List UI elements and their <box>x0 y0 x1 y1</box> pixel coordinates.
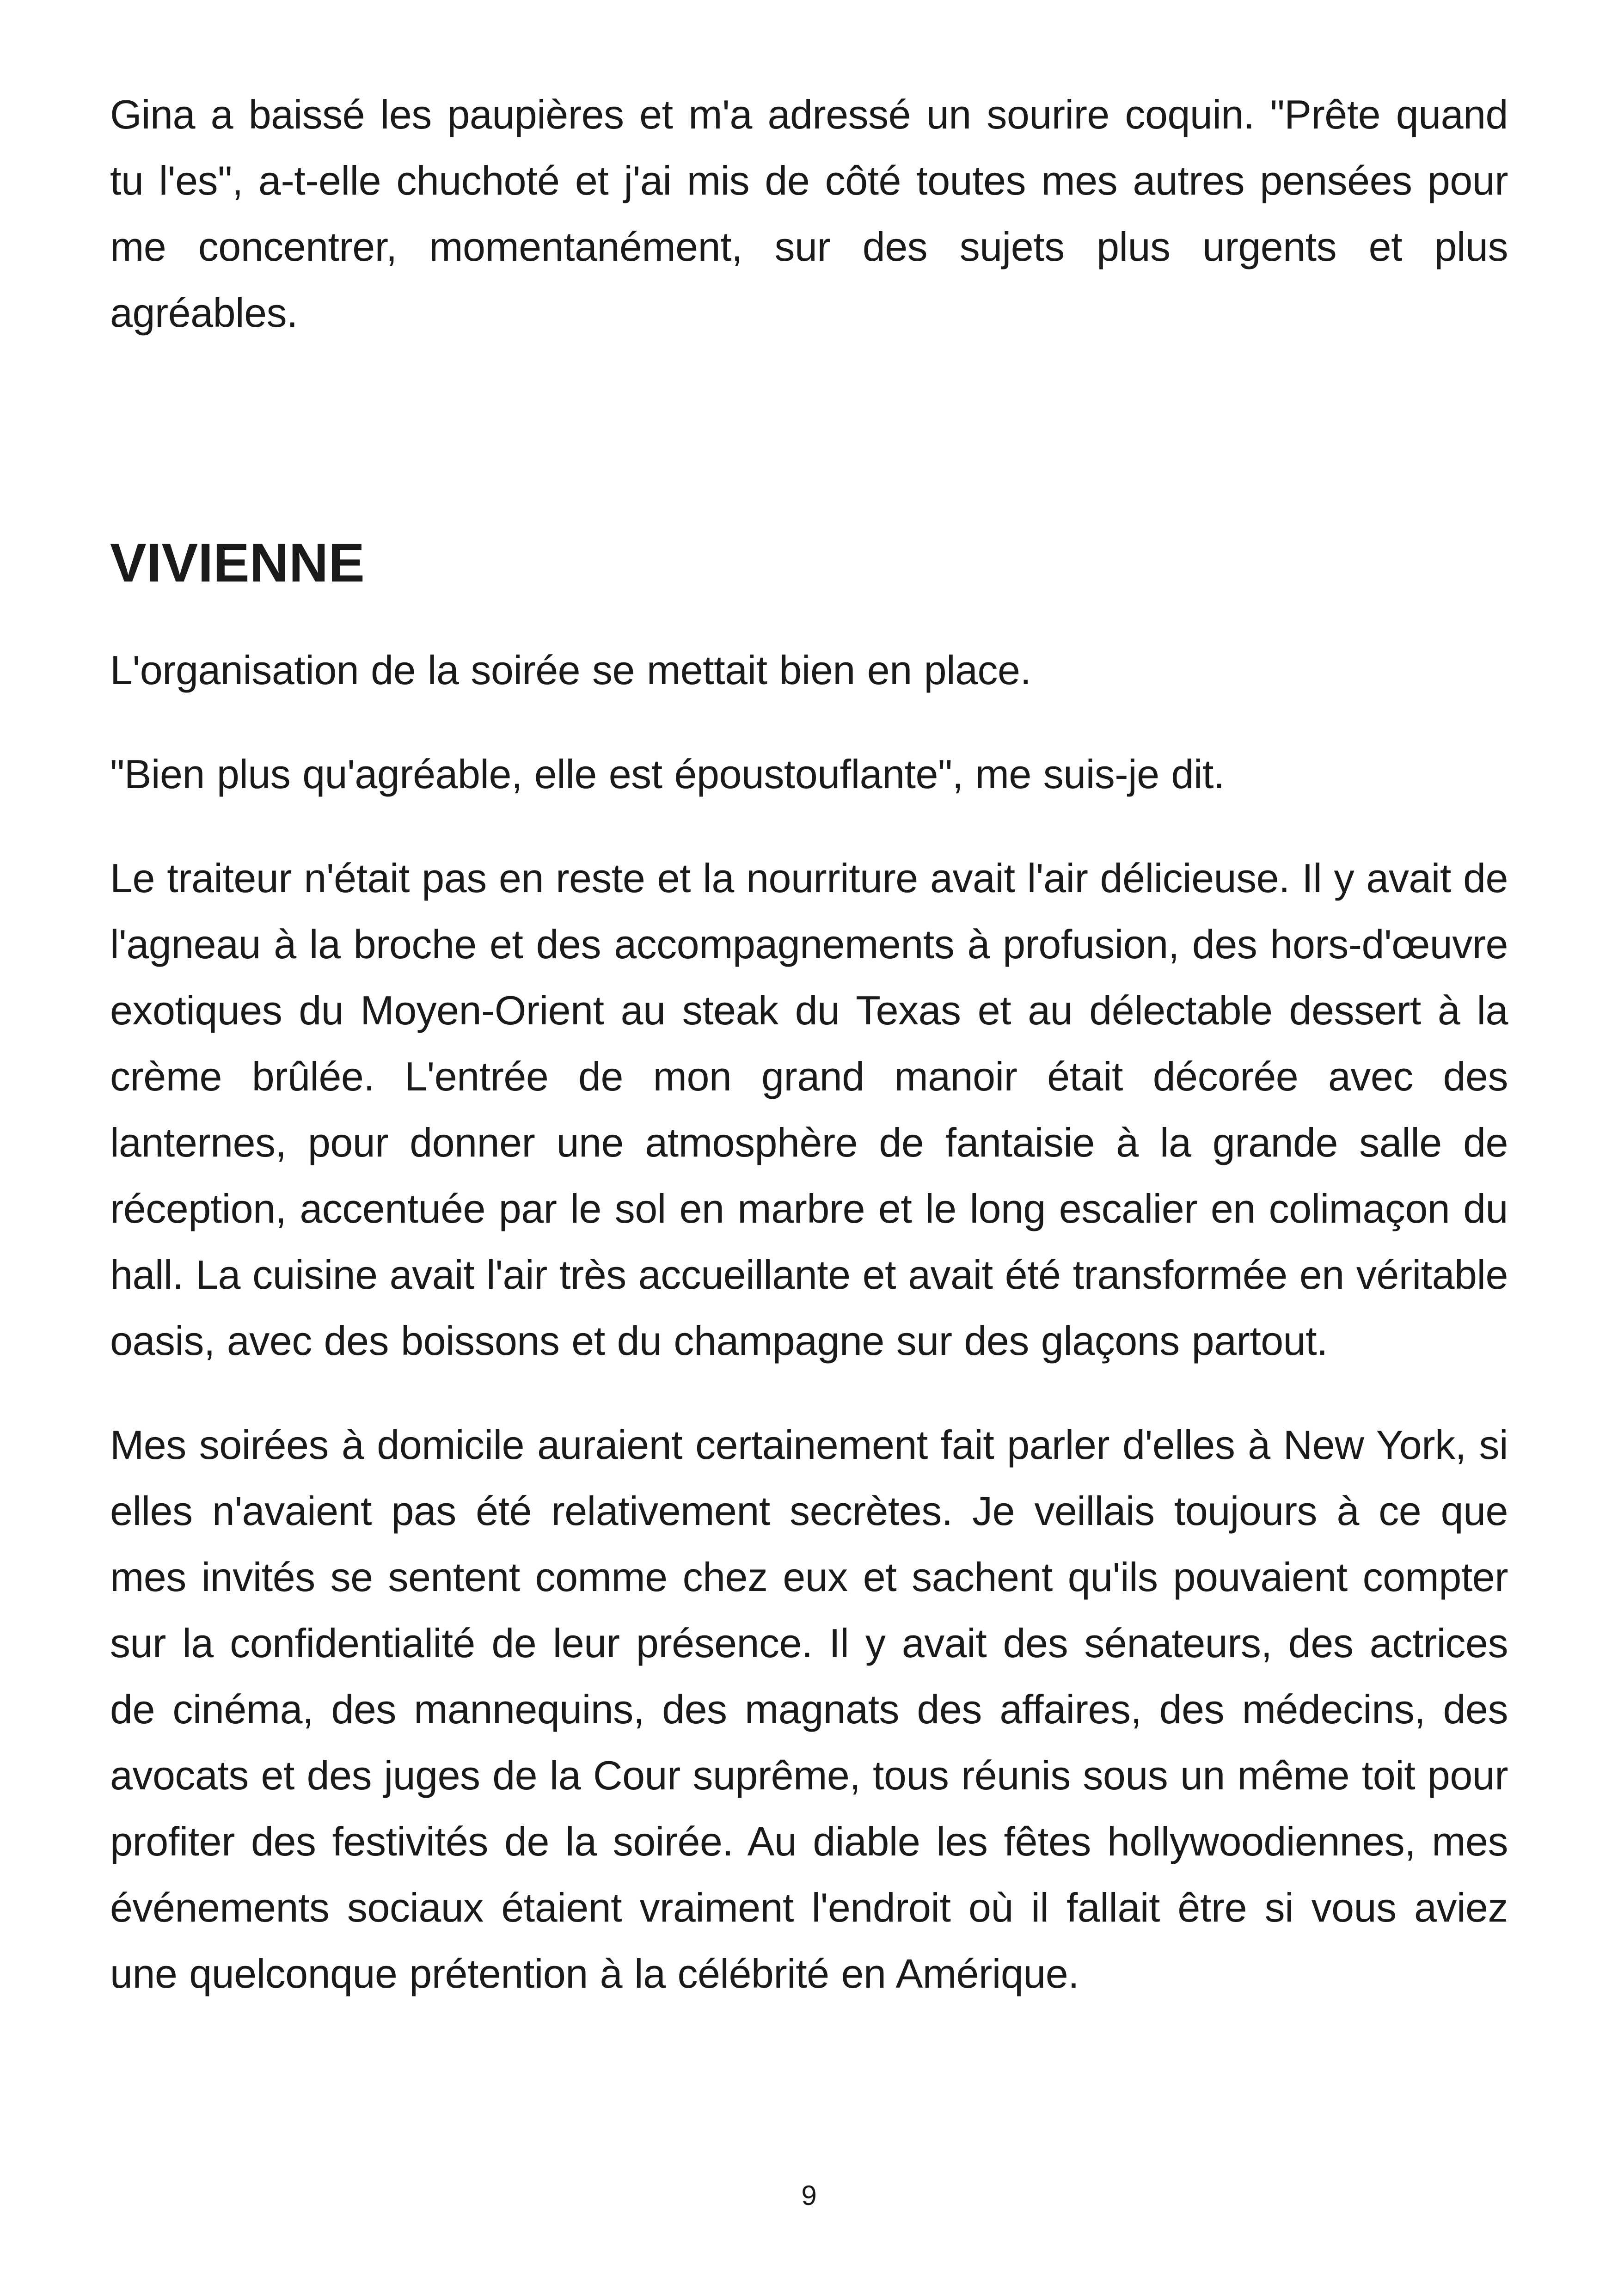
section-spacer <box>110 346 1508 528</box>
paragraph-2: "Bien plus qu'agréable, elle est époustouflante", me suis-je dit. <box>110 751 1225 797</box>
page-content <box>110 81 1508 2007</box>
paragraph-spacer <box>110 703 1508 741</box>
paragraph-3: Le traiteur n'était pas en reste et la nourriture avait l'air délicieuse. Il y avait de l'agneau à la broche et des accompagnements à profusion, des hors-d'œuvre exotiques du Moyen-Orient au steak du Texas et au délectable dessert à la crème brûlée. L'entrée de mon grand manoir était décorée avec des lanternes, pour donner une atmosphère de fantaisie à la grande salle de réception, accentuée par le sol en marbre et le long escalier en colimaçon du hall. La cuisine avait l'air très accueillante et avait été transformée en véritable oasis, avec des boissons et du champagne sur des glaçons partout. <box>110 855 1508 1364</box>
intro-paragraph: Gina a baissé les paupières et m'a adressé un sourire coquin. "Prête quand tu l'es", a-t-elle chuchoté et j'ai mis de côté toutes mes autres pensées pour me concentrer, momentanément, sur des sujets plus urgents et plus agréables. <box>110 92 1508 336</box>
paragraph-spacer <box>110 1374 1508 1412</box>
chapter-title: VIVIENNE <box>110 533 365 594</box>
paragraph-4: Mes soirées à domicile auraient certainement fait parler d'elles à New York, si elles n'avaient pas été relativement secrètes. Je veillais toujours à ce que mes invités se sentent comme chez eux et sachent qu'ils pouvaient compter sur la confidentialité de leur présence. Il y avait des sénateurs, des actrices de cinéma, des mannequins, des magnats des affaires, des médecins, des avocats et des juges de la Cour suprême, tous réunis sous un même toit pour profiter des festivités de la soirée. Au diable les fêtes hollywoodiennes, mes événements sociaux étaient vraiment l'endroit où il fallait être si vous aviez une quelconque prétention à la célébrité en Amérique. <box>110 1422 1508 1996</box>
heading-spacer <box>110 598 1508 637</box>
paragraph-spacer <box>110 807 1508 845</box>
page-number: 9 <box>801 2180 817 2211</box>
paragraph-1: L'organisation de la soirée se mettait bien en place. <box>110 647 1031 693</box>
